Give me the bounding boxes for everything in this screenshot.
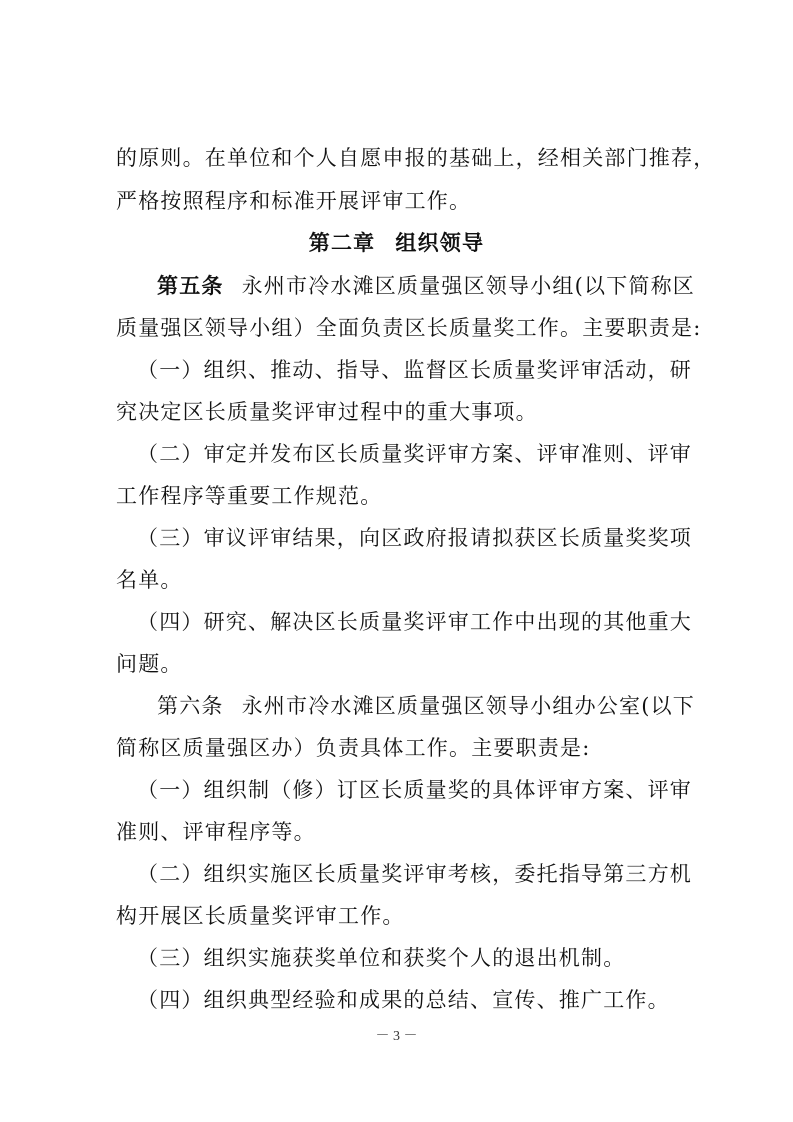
text-line: （三）组织实施获奖单位和获奖个人的退出机制。 xyxy=(137,946,626,970)
text-line: （一）组织、推动、指导、监督区长质量奖评审活动，研 xyxy=(137,358,692,382)
text-line: 构开展区长质量奖评审工作。 xyxy=(116,904,405,928)
chapter-title: 组织领导 xyxy=(395,231,485,255)
text-line: 工作程序等重要工作规范。 xyxy=(116,484,383,508)
article-5-label: 第五条 xyxy=(157,274,224,298)
text-line: 究决定区长质量奖评审过程中的重大事项。 xyxy=(116,400,538,424)
text-line: 名单。 xyxy=(116,568,183,592)
text-line: 质量强区领导小组）全面负责区长质量奖工作。主要职责是: xyxy=(116,316,702,340)
text-line: （一）组织制（修）订区长质量奖的具体评审方案、评审 xyxy=(137,778,692,802)
text-line: （二）组织实施区长质量奖评审考核，委托指导第三方机 xyxy=(137,862,692,886)
chapter-heading xyxy=(0,228,793,258)
article-6-line xyxy=(157,691,696,721)
chapter-number: 第二章 xyxy=(308,231,376,255)
article-5-text: 永州市冷水滩区质量强区领导小组(以下简称区 xyxy=(241,274,696,298)
article-5-line xyxy=(157,271,696,301)
text-line: 问题。 xyxy=(116,652,183,676)
text-line: （四）研究、解决区长质量奖评审工作中出现的其他重大 xyxy=(137,610,692,634)
text-line: 的原则。在单位和个人自愿申报的基础上，经相关部门推荐， xyxy=(116,146,716,170)
text-line: 简称区质量强区办）负责具体工作。主要职责是: xyxy=(116,736,591,760)
page-number: － 3 － xyxy=(375,1029,418,1044)
article-6-label: 第六条 xyxy=(157,694,224,718)
text-line: 准则、评审程序等。 xyxy=(116,820,316,844)
text-line: （二）审定并发布区长质量奖评审方案、评审准则、评审 xyxy=(137,442,692,466)
text-line: 严格按照程序和标准开展评审工作。 xyxy=(116,189,472,213)
text-line: （三）审议评审结果，向区政府报请拟获区长质量奖奖项 xyxy=(137,526,692,550)
text-line: （四）组织典型经验和成果的总结、宣传、推广工作。 xyxy=(137,988,670,1012)
article-6-text: 永州市冷水滩区质量强区领导小组办公室(以下 xyxy=(241,694,696,718)
